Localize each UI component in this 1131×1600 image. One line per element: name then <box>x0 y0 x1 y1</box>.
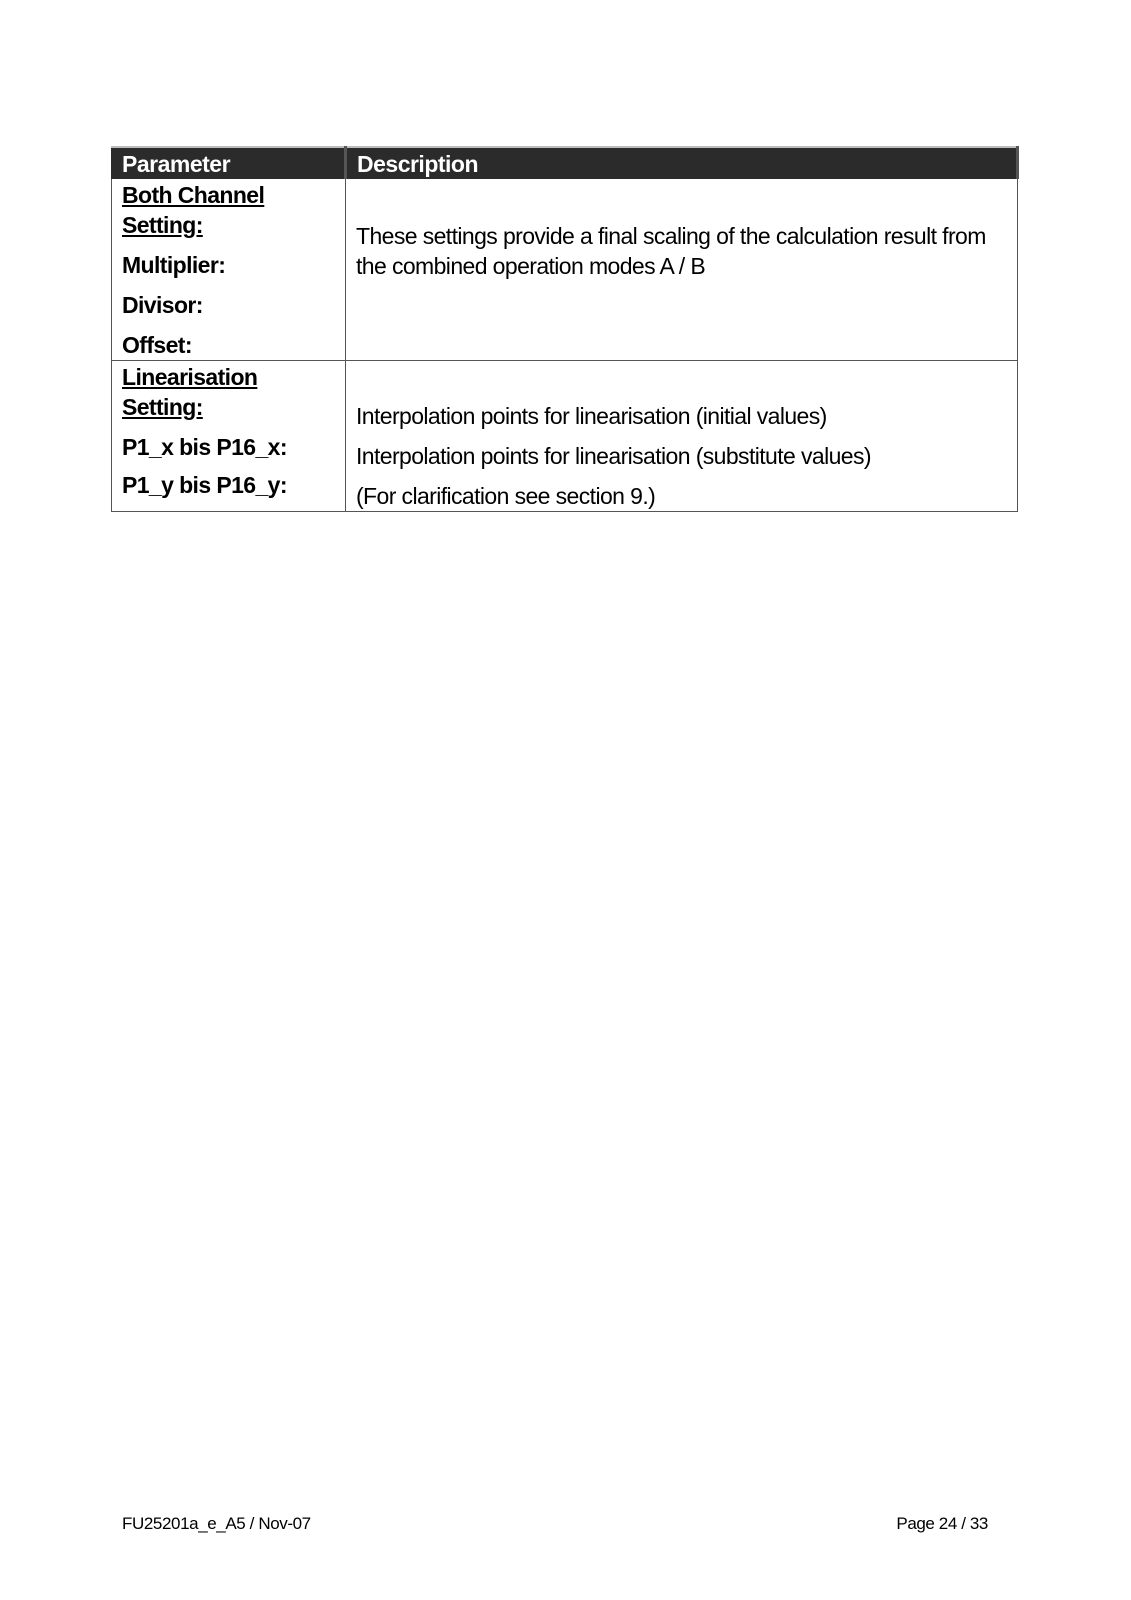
header-parameter: Parameter <box>112 147 346 179</box>
table-row <box>112 361 1018 512</box>
parameter-label: P1_x bis P16_x: <box>122 434 287 460</box>
description-cell <box>346 361 1018 512</box>
footer-page-number: Page 24 / 33 <box>896 1514 988 1533</box>
parameter-cell <box>112 361 346 512</box>
parameter-label: Offset: <box>122 332 192 358</box>
description-line: Interpolation points for linearisation (initial values) <box>356 403 827 429</box>
parameter-table <box>111 146 1019 512</box>
table-header-row <box>112 147 1018 179</box>
description-line: (For clarification see section 9.) <box>356 483 656 509</box>
section-heading <box>122 180 335 240</box>
table-row <box>112 179 1018 361</box>
description-line: the combined operation modes A / B <box>356 253 706 279</box>
section-heading <box>122 362 335 422</box>
description-cell <box>346 179 1018 361</box>
section-heading-line: Setting: <box>122 394 203 420</box>
header-description: Description <box>346 147 1018 179</box>
parameter-label: P1_y bis P16_y: <box>122 472 287 498</box>
description-text <box>356 221 1007 281</box>
parameter-label: Divisor: <box>122 292 203 318</box>
parameter-label: Multiplier: <box>122 252 226 278</box>
footer-doc-id: FU25201a_e_A5 / Nov-07 <box>122 1514 311 1533</box>
description-line: These settings provide a final scaling of the calculation result from <box>356 223 986 249</box>
parameter-cell <box>112 179 346 361</box>
description-line: Interpolation points for linearisation (substitute values) <box>356 443 871 469</box>
section-heading-line: Linearisation <box>122 364 258 390</box>
section-heading-line: Both Channel <box>122 182 265 208</box>
section-heading-line: Setting: <box>122 212 203 238</box>
